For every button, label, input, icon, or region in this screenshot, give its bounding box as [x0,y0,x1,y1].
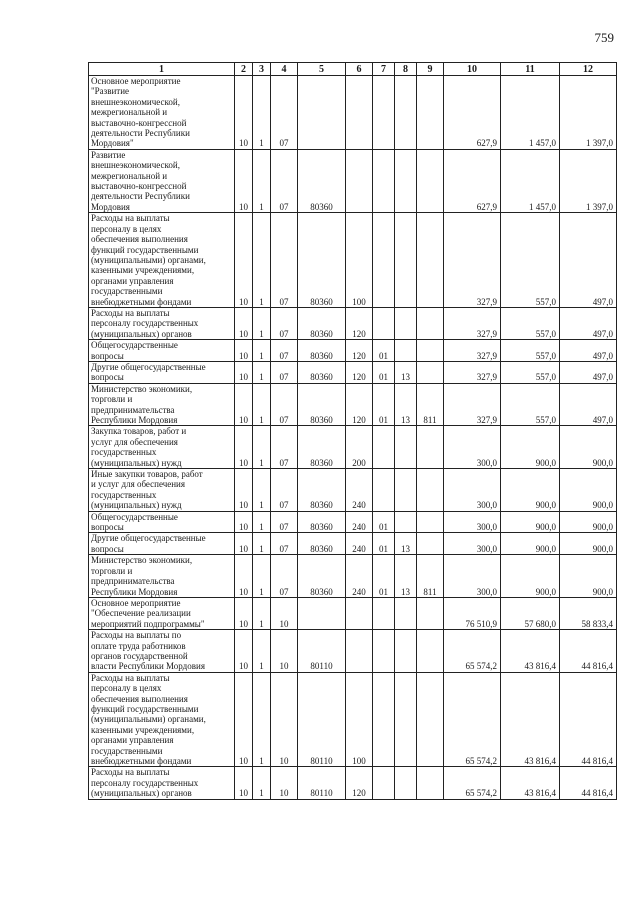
section-code: 10 [235,76,253,150]
amount-col10: 327,9 [444,383,501,426]
amount-col12: 497,0 [560,361,617,383]
chapter-code [373,767,395,799]
program-code: 07 [271,213,298,308]
chapter-code: 01 [373,511,395,533]
row-name [89,630,235,673]
program-code: 10 [271,767,298,799]
row-name-line: Расходы на выплаты [91,672,170,683]
amount-col11: 557,0 [501,383,560,426]
program-code: 07 [271,533,298,555]
amount-col12: 900,0 [560,533,617,555]
program-code: 07 [271,383,298,426]
chapter-code [373,630,395,673]
row-name-line: деятельности Республики [91,128,190,139]
table-row [89,426,617,469]
program-code: 07 [271,511,298,533]
row-name-line: Развитие [91,149,126,160]
department-code [417,426,444,469]
amount-col10: 627,9 [444,76,501,150]
table-row [89,76,617,150]
program-code: 07 [271,555,298,598]
expense-type-code: 240 [346,511,373,533]
row-name-line: Основное мероприятие [91,76,181,86]
amount-col10: 327,9 [444,307,501,339]
section-code: 10 [235,361,253,383]
program-code: 07 [271,149,298,212]
expense-type-code [346,630,373,673]
table-row [89,361,617,383]
row-name [89,555,235,598]
amount-col12: 1 397,0 [560,76,617,150]
program-code: 07 [271,76,298,150]
row-name-line: "Обеспечение реализации [91,608,191,619]
subsection-code: 1 [253,149,271,212]
amount-col11: 557,0 [501,361,560,383]
department-code [417,76,444,150]
row-name-line: персоналу в целях [91,223,162,234]
subchapter-code [395,672,417,767]
amount-col10: 300,0 [444,469,501,512]
target-article-code: 80110 [298,767,346,799]
row-name [89,469,235,512]
subsection-code: 1 [253,630,271,673]
row-name-line: Иные закупки товаров, работ [91,469,203,480]
column-header-6: 6 [346,63,373,76]
row-name [89,597,235,629]
amount-col11: 557,0 [501,213,560,308]
expense-type-code [346,76,373,150]
row-name-line: Общегосударственные [91,340,178,351]
row-name-line: межрегиональной и [91,107,168,118]
amount-col10: 627,9 [444,149,501,212]
expense-type-code [346,597,373,629]
section-code: 10 [235,672,253,767]
chapter-code: 01 [373,555,395,598]
row-name-line: казенными учреждениями, [91,265,195,276]
row-name-line: Республики Мордовия [91,415,178,425]
row-name-line: услуг для обеспечения [91,436,178,447]
amount-col11: 900,0 [501,469,560,512]
column-header-1: 1 [89,63,235,76]
amount-col10: 65 574,2 [444,672,501,767]
target-article-code: 80360 [298,469,346,512]
row-name [89,76,235,150]
chapter-code: 01 [373,340,395,362]
row-name-line: Другие общегосударственные [91,533,206,544]
expense-type-code: 120 [346,340,373,362]
subchapter-code [395,213,417,308]
amount-col10: 300,0 [444,533,501,555]
amount-col11: 43 816,4 [501,672,560,767]
row-name-line: предпринимательства [91,576,175,587]
amount-col11: 900,0 [501,511,560,533]
row-name [89,533,235,555]
chapter-code [373,426,395,469]
amount-col12: 900,0 [560,469,617,512]
target-article-code: 80360 [298,555,346,598]
chapter-code [373,597,395,629]
target-article-code: 80360 [298,383,346,426]
amount-col12: 44 816,4 [560,767,617,799]
department-code [417,149,444,212]
program-code: 07 [271,361,298,383]
table-row [89,213,617,308]
department-code: 811 [417,555,444,598]
row-name-line: вопросы [91,372,124,383]
target-article-code: 80360 [298,426,346,469]
row-name-line: (муниципальных) нужд [91,457,182,468]
section-code: 10 [235,383,253,426]
row-name-line: и услуг для обеспечения [91,479,186,490]
amount-col11: 57 680,0 [501,597,560,629]
subsection-code: 1 [253,767,271,799]
amount-col12: 497,0 [560,340,617,362]
target-article-code: 80360 [298,307,346,339]
row-name-line: Закупка товаров, работ и [91,426,187,437]
amount-col12: 900,0 [560,511,617,533]
row-name-line: вопросы [91,543,124,554]
row-name-line: государственными [91,745,163,756]
department-code [417,630,444,673]
target-article-code: 80360 [298,213,346,308]
subsection-code: 1 [253,533,271,555]
department-code: 811 [417,383,444,426]
subsection-code: 1 [253,307,271,339]
row-name-line: межрегиональной и [91,170,168,181]
subsection-code: 1 [253,511,271,533]
department-code [417,213,444,308]
subsection-code: 1 [253,426,271,469]
row-name-line: Основное мероприятие [91,597,181,608]
target-article-code: 80110 [298,672,346,767]
program-code: 07 [271,426,298,469]
row-name-line: вопросы [91,522,124,533]
row-name-line: вопросы [91,350,124,361]
column-header-11: 11 [501,63,560,76]
expense-type-code [346,149,373,212]
amount-col10: 327,9 [444,213,501,308]
subchapter-code: 13 [395,533,417,555]
amount-col11: 1 457,0 [501,149,560,212]
amount-col12: 44 816,4 [560,672,617,767]
column-header-12: 12 [560,63,617,76]
row-name-line: Мордовия" [91,138,134,149]
subchapter-code [395,630,417,673]
expense-type-code: 120 [346,767,373,799]
chapter-code [373,307,395,339]
amount-col11: 557,0 [501,340,560,362]
row-name-line: внешнеэкономической, [91,160,180,171]
row-name [89,383,235,426]
amount-col11: 1 457,0 [501,76,560,150]
expense-type-code: 120 [346,361,373,383]
row-name [89,307,235,339]
program-code: 07 [271,340,298,362]
row-name-line: (муниципальных) органов [91,328,192,339]
expense-type-code: 100 [346,672,373,767]
chapter-code [373,469,395,512]
amount-col10: 300,0 [444,426,501,469]
amount-col10: 65 574,2 [444,630,501,673]
department-code [417,533,444,555]
row-name-line: Расходы на выплаты [91,213,170,224]
subsection-code: 1 [253,597,271,629]
row-name [89,672,235,767]
subsection-code: 1 [253,672,271,767]
row-name-line: выставочно-конгрессной [91,117,187,128]
target-article-code: 80360 [298,533,346,555]
amount-col12: 900,0 [560,426,617,469]
subchapter-code [395,307,417,339]
row-name-line: персоналу государственных [91,318,199,329]
subchapter-code: 13 [395,383,417,426]
subchapter-code: 13 [395,555,417,598]
department-code [417,340,444,362]
amount-col12: 900,0 [560,555,617,598]
row-name-line: функций государственными [91,703,199,714]
row-name-line: органов государственной [91,650,188,661]
subsection-code: 1 [253,361,271,383]
row-name [89,426,235,469]
subchapter-code [395,469,417,512]
table-row [89,630,617,673]
row-name-line: функций государственными [91,244,199,255]
expense-type-code: 240 [346,469,373,512]
section-code: 10 [235,340,253,362]
row-name-line: Мордовия [91,201,130,212]
row-name-line: предпринимательства [91,404,175,415]
row-name-line: "Развитие [91,86,130,97]
program-code: 07 [271,307,298,339]
amount-col11: 900,0 [501,533,560,555]
row-name-line: Республики Мордовия [91,586,178,597]
expense-type-code: 240 [346,555,373,598]
row-name-line: персоналу в целях [91,683,162,694]
expense-type-code: 120 [346,383,373,426]
table-row [89,597,617,629]
row-name-line: Министерство экономики, [91,555,193,566]
amount-col11: 557,0 [501,307,560,339]
subchapter-code [395,149,417,212]
amount-col10: 327,9 [444,361,501,383]
table-row [89,555,617,598]
target-article-code: 80360 [298,511,346,533]
table-row [89,469,617,512]
column-header-3: 3 [253,63,271,76]
row-name-line: деятельности Республики [91,191,190,202]
amount-col12: 497,0 [560,383,617,426]
amount-col12: 497,0 [560,307,617,339]
row-name-line: торговли и [91,565,133,576]
section-code: 10 [235,630,253,673]
column-header-9: 9 [417,63,444,76]
row-name-line: внешнеэкономической, [91,96,180,107]
subsection-code: 1 [253,340,271,362]
row-name-line: казенными учреждениями, [91,724,195,735]
department-code [417,469,444,512]
program-code: 10 [271,597,298,629]
chapter-code: 01 [373,361,395,383]
subchapter-code [395,76,417,150]
row-name-line: Министерство экономики, [91,383,193,394]
row-name-line: власти Республики Мордовия [91,661,205,672]
row-name-line: государственных [91,447,157,458]
row-name-line: (муниципальных) нужд [91,500,182,511]
column-header-8: 8 [395,63,417,76]
row-name-line: Другие общегосударственные [91,361,206,372]
row-name-line: государственными [91,286,163,297]
table-row [89,307,617,339]
row-name-line: органами управления [91,735,174,746]
table-row [89,149,617,212]
chapter-code: 01 [373,533,395,555]
column-header-10: 10 [444,63,501,76]
amount-col12: 58 833,4 [560,597,617,629]
row-name-line: (муниципальными) органами, [91,254,206,265]
row-name-line: обеспечения выполнения [91,234,188,245]
table-row [89,340,617,362]
program-code: 10 [271,672,298,767]
expense-type-code: 200 [346,426,373,469]
row-name-line: внебюджетными фондами [91,756,192,766]
section-code: 10 [235,555,253,598]
row-name-line: оплате труда работников [91,640,186,651]
target-article-code [298,597,346,629]
table-row [89,767,617,799]
section-code: 10 [235,307,253,339]
table-row [89,383,617,426]
table-row [89,511,617,533]
amount-col11: 43 816,4 [501,630,560,673]
target-article-code: 80360 [298,149,346,212]
column-header-2: 2 [235,63,253,76]
section-code: 10 [235,149,253,212]
subchapter-code [395,426,417,469]
table-row [89,533,617,555]
row-name-line: органами управления [91,275,174,286]
subsection-code: 1 [253,555,271,598]
amount-col10: 76 510,9 [444,597,501,629]
row-name [89,213,235,308]
program-code: 07 [271,469,298,512]
header-row [89,63,617,76]
department-code [417,361,444,383]
row-name-line: обеспечения выполнения [91,693,188,704]
row-name-line: государственных [91,489,157,500]
target-article-code: 80360 [298,340,346,362]
row-name-line: торговли и [91,394,133,405]
amount-col11: 900,0 [501,426,560,469]
column-header-5: 5 [298,63,346,76]
amount-col11: 900,0 [501,555,560,598]
row-name [89,340,235,362]
subchapter-code: 13 [395,361,417,383]
chapter-code [373,213,395,308]
department-code [417,672,444,767]
subsection-code: 1 [253,213,271,308]
amount-col10: 65 574,2 [444,767,501,799]
target-article-code: 80360 [298,361,346,383]
program-code: 10 [271,630,298,673]
subchapter-code [395,340,417,362]
expense-type-code: 240 [346,533,373,555]
amount-col12: 1 397,0 [560,149,617,212]
row-name-line: мероприятий подпрограммы" [91,618,205,629]
subsection-code: 1 [253,383,271,426]
subsection-code: 1 [253,469,271,512]
department-code [417,511,444,533]
row-name [89,767,235,799]
column-header-4: 4 [271,63,298,76]
expense-type-code: 120 [346,307,373,339]
row-name-line: (муниципальных) органов [91,788,192,799]
subchapter-code [395,767,417,799]
section-code: 10 [235,597,253,629]
subsection-code: 1 [253,76,271,150]
chapter-code: 01 [373,383,395,426]
row-name-line: внебюджетными фондами [91,296,192,307]
subchapter-code [395,597,417,629]
row-name-line: Расходы на выплаты [91,307,170,318]
chapter-code [373,672,395,767]
target-article-code [298,76,346,150]
row-name-line: Расходы на выплаты [91,767,170,778]
section-code: 10 [235,426,253,469]
table-row [89,672,617,767]
section-code: 10 [235,511,253,533]
section-code: 10 [235,533,253,555]
department-code [417,767,444,799]
table-body [89,76,617,800]
amount-col10: 327,9 [444,340,501,362]
row-name-line: Общегосударственные [91,511,178,522]
amount-col10: 300,0 [444,555,501,598]
amount-col12: 497,0 [560,213,617,308]
subchapter-code [395,511,417,533]
budget-table [88,62,617,800]
column-header-7: 7 [373,63,395,76]
amount-col12: 44 816,4 [560,630,617,673]
expense-type-code: 100 [346,213,373,308]
row-name-line: выставочно-конгрессной [91,181,187,192]
page-number: 759 [594,30,614,45]
target-article-code: 80110 [298,630,346,673]
amount-col10: 300,0 [444,511,501,533]
chapter-code [373,149,395,212]
department-code [417,597,444,629]
amount-col11: 43 816,4 [501,767,560,799]
row-name-line: Расходы на выплаты по [91,630,182,641]
row-name [89,361,235,383]
row-name [89,149,235,212]
department-code [417,307,444,339]
row-name-line: (муниципальными) органами, [91,714,206,725]
row-name-line: персоналу государственных [91,777,199,788]
section-code: 10 [235,469,253,512]
section-code: 10 [235,213,253,308]
section-code: 10 [235,767,253,799]
row-name [89,511,235,533]
chapter-code [373,76,395,150]
